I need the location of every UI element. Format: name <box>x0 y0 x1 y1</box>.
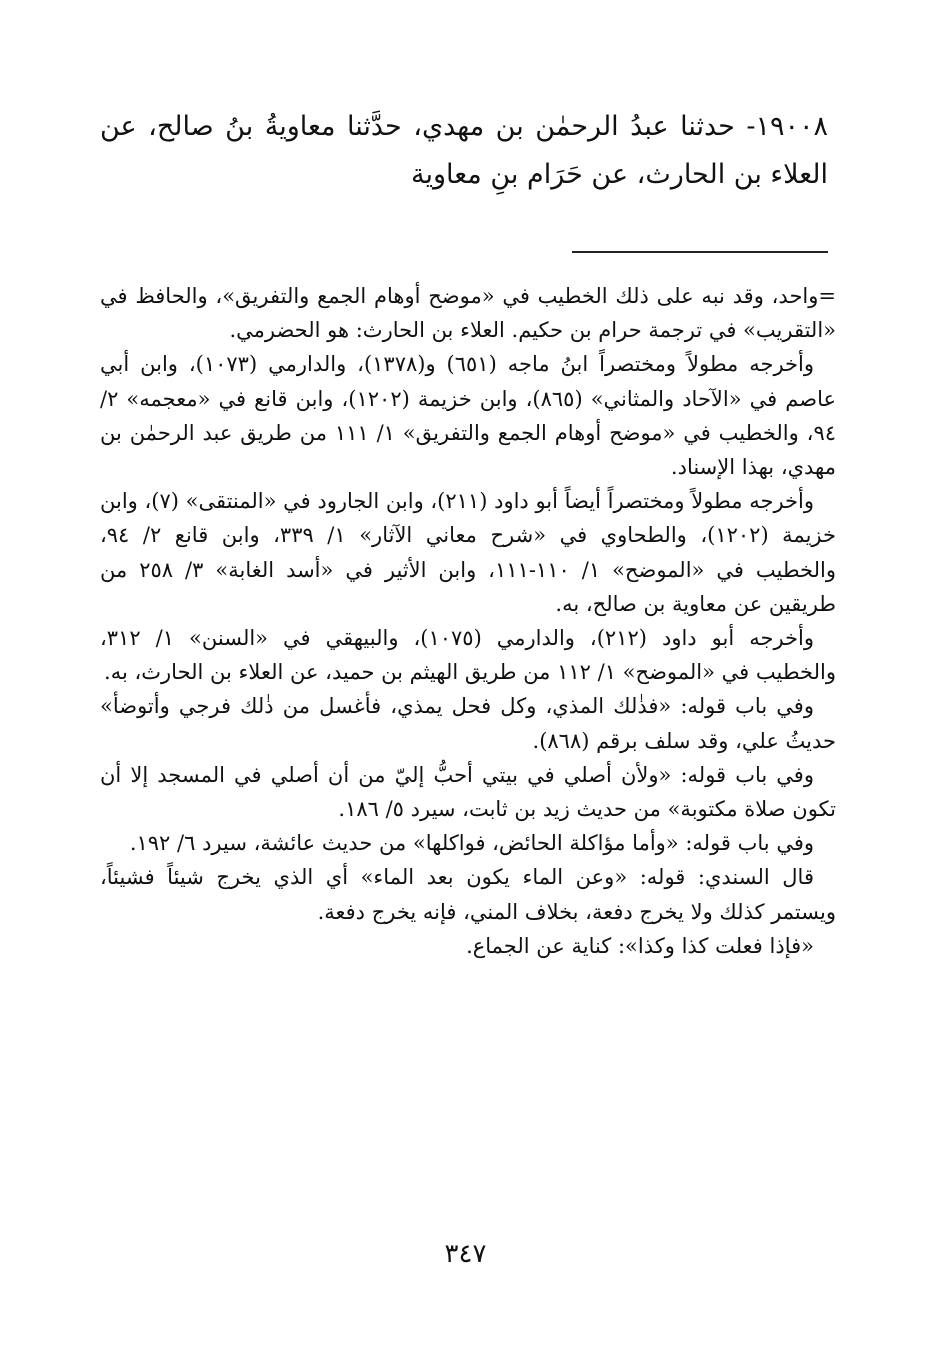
footnote-paragraph-abu-dawud-212: وأخرجه أبو داود (٢١٢)، والدارمي (١٠٧٥)، والبيهقي في «السنن» ١/ ٣١٢، والخطيب في «الموضح» ١/ ١١٢ من طريق الهيثم بن حميد، عن العلاء بن الحارث، به. <box>100 626 836 685</box>
footnotes-block <box>100 279 836 963</box>
footnote-separator-line <box>572 251 828 253</box>
hadith-paragraph: ١٩٠٠٨- حدثنا عبدُ الرحمٰن بن مهدي، حدَّثنا معاويةُ بنُ صالح، عن العلاء بن الحارث، عن حَرَام بنِ معاوية <box>100 111 828 190</box>
footnote-paragraph-kinaya: «فإذا فعلت كذا وكذا»: كناية عن الجماع. <box>466 933 814 958</box>
footnote-paragraph-continuation: =واحد، وقد نبه على ذلك الخطيب في «موضح أوهام الجمع والتفريق»، والحافظ في «التقريب» في ترجمة حرام بن حكيم. العلاء بن الحارث: هو الحضرمي. <box>100 284 836 343</box>
footnote-paragraph-madhi: وفي باب قوله: «فذٰلك المذي، وكل فحل يمذي، فأغسل من ذٰلك فرجي وأتوضأ» حديثُ علي، وقد سلف برقم (٨٦٨). <box>100 694 836 753</box>
footnote-paragraph-ibn-majah: وأخرجه مطولاً ومختصراً ابنُ ماجه (٦٥١) و(١٣٧٨)، والدارمي (١٠٧٣)، وابن أبي عاصم في «الآحاد والمثاني» (٨٦٥)، وابن خزيمة (١٢٠٢)، وابن قانع في «معجمه» ٢/ ٩٤، والخطيب في «موضح أوهام الجمع والتفريق» ١/ ١١١ من طريق عبد الرحمٰن بن مهدي، بهذا الإسناد. <box>100 352 836 480</box>
footnote-paragraph-haid: وفي باب قوله: «وأما مؤاكلة الحائض، فواكلها» من حديث عائشة، سيرد ٦/ ١٩٢. <box>129 831 814 856</box>
hadith-text-block <box>100 103 828 199</box>
page-number: ٣٤٧ <box>444 1239 487 1269</box>
footnote-paragraph-abu-dawud: وأخرجه مطولاً ومختصراً أيضاً أبو داود (٢١١)، وابن الجارود في «المنتقى» (٧)، وابن خزيمة (١٢٠٢)، والطحاوي في «شرح معاني الآثار» ١/ ٣٣٩، وابن قانع ٢/ ٩٤، والخطيب في «الموضح» ١/ ١١٠-١١١، وابن الأثير في «أسد الغابة» ٣/ ٢٥٨ من طريقين عن معاوية بن صالح، به. <box>100 489 836 616</box>
footnote-paragraph-prayer-home: وفي باب قوله: «ولأن أصلي في بيتي أحبُّ إليّ من أن أصلي في المسجد إلا أن تكون صلاة مكتوبة» من حديث زيد بن ثابت، سيرد ٥/ ١٨٦. <box>100 762 836 822</box>
footnote-paragraph-sindi: قال السندي: قوله: «وعن الماء يكون بعد الماء» أي الذي يخرج شيئاً فشيئاً، ويستمر كذلك ولا يخرج دفعة، بخلاف المني، فإنه يخرج دفعة. <box>100 865 836 924</box>
